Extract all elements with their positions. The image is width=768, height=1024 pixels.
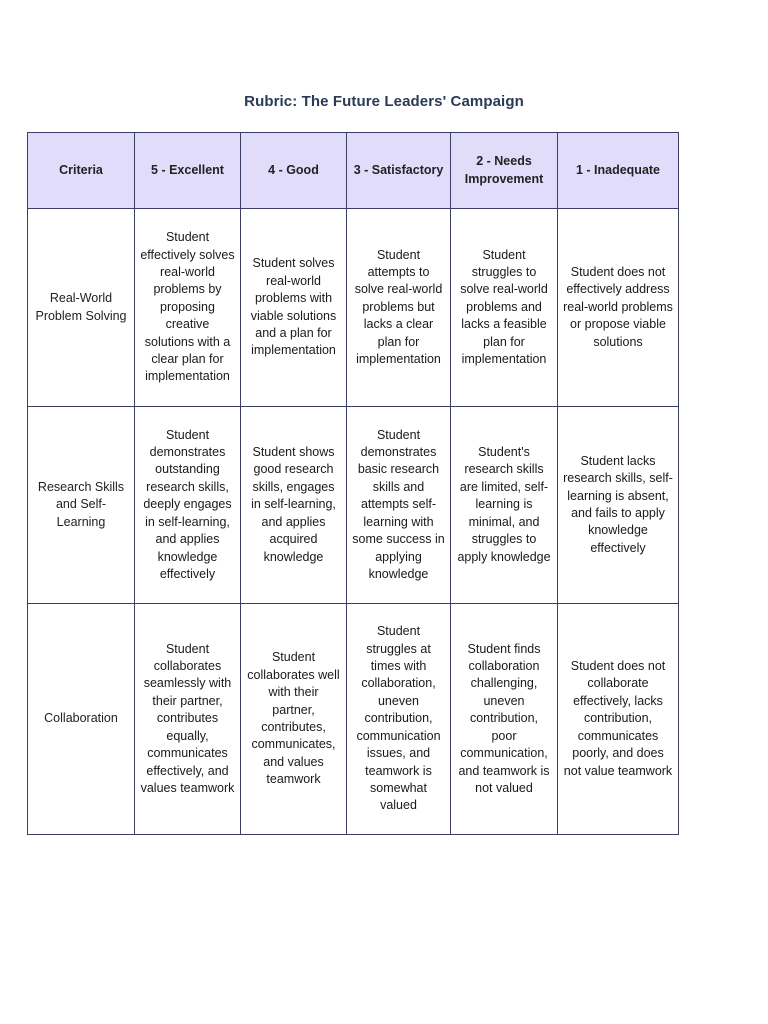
rubric-cell: Student solves real-world problems with viable solutions and a plan for implementation [241,209,347,407]
header-good: 4 - Good [241,133,347,209]
header-excellent: 5 - Excellent [135,133,241,209]
rubric-cell: Student does not collaborate effectively, lacks contribution, communicates poorly, and does not value teamwork [558,604,679,835]
rubric-cell: Student collaborates seamlessly with their partner, contributes equally, communicates effectively, and values teamwork [135,604,241,835]
table-row [28,604,679,835]
header-needs-improvement: 2 - Needs Improvement [451,133,558,209]
rubric-cell: Student demonstrates basic research skills and attempts self-learning with some success in applying knowledge [347,407,451,604]
criteria-cell: Research Skills and Self-Learning [28,407,135,604]
rubric-cell: Student does not effectively address real-world problems or propose viable solutions [558,209,679,407]
rubric-body [28,209,679,835]
rubric-cell: Student finds collaboration challenging, uneven contribution, poor communication, and teamwork is not valued [451,604,558,835]
rubric-cell: Student collaborates well with their partner, contributes, communicates, and values teamwork [241,604,347,835]
document-title: Rubric: The Future Leaders' Campaign [244,93,524,110]
table-row [28,407,679,604]
rubric-cell: Student struggles at times with collaboration, uneven contribution, communication issues, and teamwork is somewhat valued [347,604,451,835]
rubric-cell: Student shows good research skills, engages in self-learning, and applies acquired knowledge [241,407,347,604]
rubric-cell: Student effectively solves real-world problems by proposing creative solutions with a clear plan for implementation [135,209,241,407]
rubric-table [27,132,679,835]
criteria-cell: Collaboration [28,604,135,835]
rubric-header [28,133,679,209]
header-criteria: Criteria [28,133,135,209]
header-inadequate: 1 - Inadequate [558,133,679,209]
rubric-cell: Student demonstrates outstanding research skills, deeply engages in self-learning, and applies knowledge effectively [135,407,241,604]
rubric-cell: Student struggles to solve real-world problems and lacks a feasible plan for implementation [451,209,558,407]
header-satisfactory: 3 - Satisfactory [347,133,451,209]
rubric-cell: Student lacks research skills, self-learning is absent, and fails to apply knowledge effectively [558,407,679,604]
rubric-cell: Student attempts to solve real-world problems but lacks a clear plan for implementation [347,209,451,407]
criteria-cell: Real-World Problem Solving [28,209,135,407]
table-row [28,209,679,407]
header-row [28,133,679,209]
rubric-cell: Student's research skills are limited, self-learning is minimal, and struggles to apply knowledge [451,407,558,604]
